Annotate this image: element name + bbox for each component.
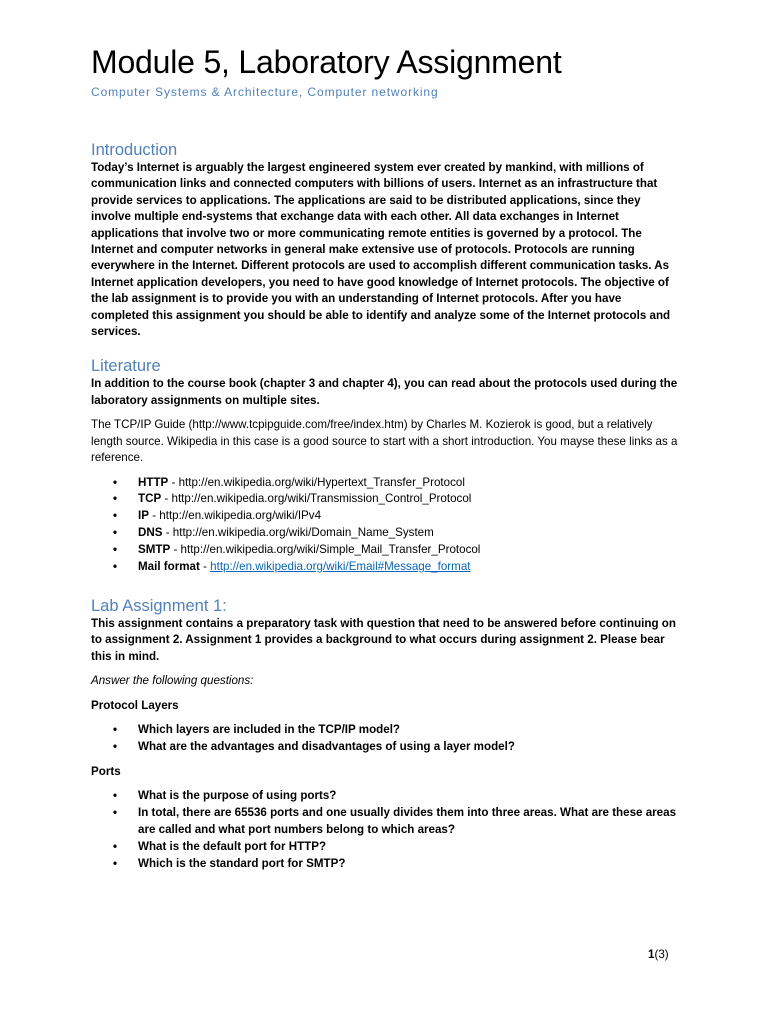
link-separator: - [170, 543, 181, 557]
protocol-layers-label: Protocol Layers [91, 698, 179, 712]
link-label: DNS [138, 526, 163, 540]
list-item [91, 508, 681, 525]
link-url: http://en.wikipedia.org/wiki/Hypertext_Transfer_Protocol [178, 475, 465, 489]
protocol-layers-questions [91, 722, 681, 756]
bullet-icon: • [113, 560, 118, 574]
bullet-icon: • [113, 839, 118, 853]
bullet-icon: • [113, 543, 118, 557]
page-number-current: 1 [648, 948, 655, 961]
question-text: What is the default port for HTTP? [138, 839, 327, 853]
link-label: IP [138, 509, 149, 523]
link-url: http://en.wikipedia.org/wiki/Domain_Name_System [172, 526, 434, 540]
page-number [648, 947, 669, 963]
link-label: TCP [138, 492, 162, 506]
link-url: http://en.wikipedia.org/wiki/IPv4 [159, 509, 322, 523]
list-item [91, 722, 681, 739]
page-number-total: (3) [654, 948, 669, 961]
link-url: http://en.wikipedia.org/wiki/Transmission_Control_Protocol [171, 492, 472, 506]
instruction-text: Answer the following questions: [91, 674, 254, 688]
document-subtitle: Computer Systems & Architecture, Computer networking [91, 85, 439, 99]
question-text: Which layers are included in the TCP/IP model? [138, 722, 400, 736]
link-separator: - [162, 526, 173, 540]
bullet-icon: • [113, 739, 118, 753]
list-item [91, 525, 681, 542]
link-url: http://en.wikipedia.org/wiki/Simple_Mail_Transfer_Protocol [180, 543, 481, 557]
link-separator: - [148, 509, 160, 523]
list-item [91, 559, 681, 576]
link-label: HTTP [138, 475, 169, 489]
list-item [91, 856, 681, 873]
list-item [91, 839, 681, 856]
list-item [91, 805, 681, 839]
ports-label: Ports [91, 764, 121, 778]
ports-questions [91, 788, 681, 873]
literature-heading: Literature [91, 357, 161, 376]
list-item [91, 475, 681, 492]
question-text: What is the purpose of using ports? [138, 789, 337, 803]
bullet-icon: • [113, 806, 118, 820]
bullet-icon: • [113, 475, 118, 489]
literature-body-2: The TCP/IP Guide (http://www.tcpipguide.com/free/index.htm) by Charles M. Kozierok is good, but a relatively length source. Wikipedia in this case is a good source to start with a short introduction. You mayse these links as a reference. [91, 418, 678, 465]
question-text: In total, there are 65536 ports and one usually divides them into three areas. What are these areas are called and what port numbers belong to which areas? [138, 806, 677, 836]
introduction-body: Today’s Internet is arguably the largest engineered system ever created by mankind, with millions of communication links and connected computers with billions of users. Internet as an infrastructure that provide services to applications. The applications are said to be distributed applications, since they involve multiple end-systems that exchange data with each other. All data exchanges in Internet applications that involve two or more communicating remote entities is governed by a protocol. The Internet and computer networks in general make extensive use of protocols. Protocols are running everywhere in the Internet. Different protocols are used to accomplish different communication tasks. As Internet application developers, you need to have good knowledge of Internet protocols. The objective of the lab assignment is to provide you with an understanding of Internet protocols. After you have completed this assignment you should be able to identify and analyze some of the Internet protocols and services. [91, 161, 671, 339]
link-separator: - [161, 492, 172, 506]
introduction-heading: Introduction [91, 141, 178, 159]
bullet-icon: • [113, 722, 118, 736]
document-page [91, 42, 681, 873]
question-text: Which is the standard port for SMTP? [138, 856, 346, 870]
bullet-icon: • [113, 789, 118, 803]
mail-format-link[interactable]: http://en.wikipedia.org/wiki/Email#Message_format [210, 560, 471, 574]
lab-assignment-heading: Lab Assignment 1: [91, 596, 227, 615]
document-title: Module 5, Laboratory Assignment [91, 44, 562, 80]
lab-assignment-body: This assignment contains a preparatory task with question that need to be answered before continuing on to assignment 2. Assignment 1 provides a background to what occurs during assignment 2. Please bear this in mind. [91, 616, 676, 663]
bullet-icon: • [113, 509, 118, 523]
link-separator: - [168, 475, 179, 489]
link-label: SMTP [138, 543, 171, 557]
literature-body-1: In addition to the course book (chapter 3 and chapter 4), you can read about the protocols used during the laboratory assignments on multiple sites. [91, 377, 678, 407]
bullet-icon: • [113, 492, 118, 506]
bullet-icon: • [113, 526, 118, 540]
reference-link-list [91, 475, 681, 576]
list-item [91, 542, 681, 559]
question-text: What are the advantages and disadvantages of using a layer model? [138, 739, 515, 753]
list-item [91, 739, 681, 756]
link-label: Mail format [138, 560, 200, 574]
list-item [91, 491, 681, 508]
bullet-icon: • [113, 856, 118, 870]
link-separator: - [199, 560, 211, 574]
list-item [91, 788, 681, 805]
